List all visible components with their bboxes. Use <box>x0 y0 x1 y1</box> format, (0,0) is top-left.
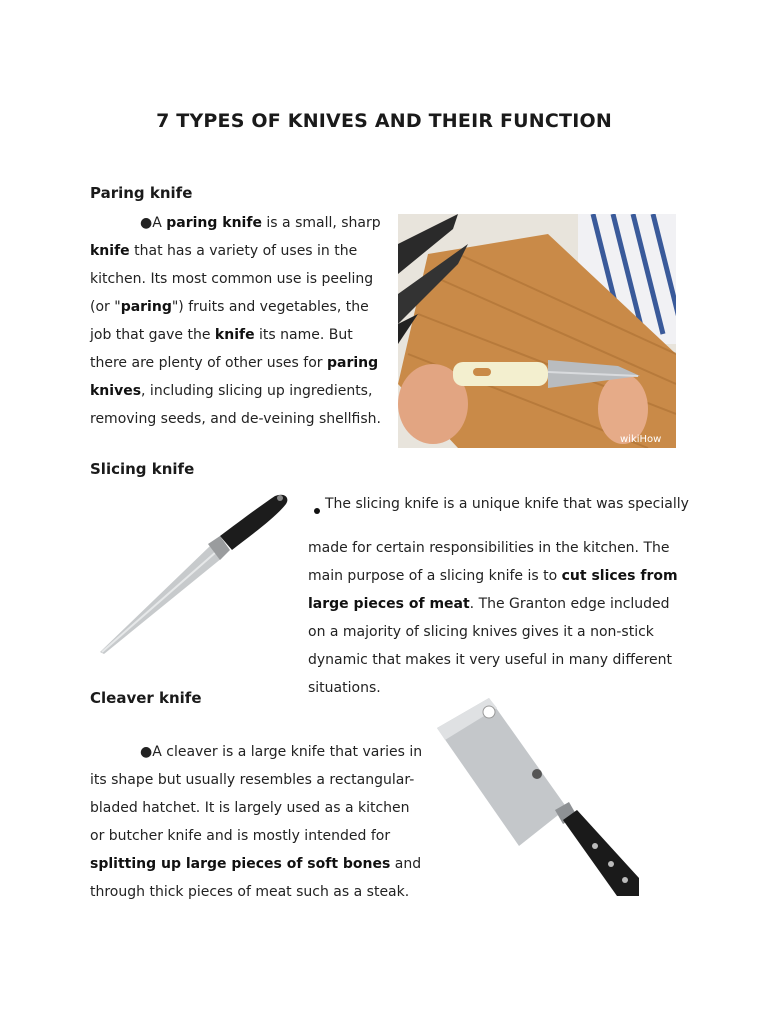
page-title: 7 TYPES OF KNIVES AND THEIR FUNCTION <box>156 110 612 132</box>
paragraph-paring-knife: ●A paring knife is a small, sharp knife that has a variety of uses in the kitchen. Its most common use is peeling (or "paring") fruits and vegetables, the job that gave the knife its name. But there are plenty of other uses for paring knives, including slicing up ingredients, removing seeds, and de-veining shellfish. <box>90 215 381 427</box>
bullet: ● <box>140 215 153 231</box>
paragraph-cleaver-knife: ●A cleaver is a large knife that varies in its shape but usually resembles a rectangular-bladed hatchet. It is largely used as a kitchen or butcher knife and is mostly intended for splitting up large pieces of soft bones and through thick pieces of meat such as a steak. <box>90 744 423 900</box>
cleaver-knife-photo <box>437 698 639 896</box>
heading-cleaver-knife: Cleaver knife <box>90 689 202 707</box>
slicing-first-line: The slicing knife is a unique knife that was specially <box>325 496 689 512</box>
heading-paring-knife: Paring knife <box>90 184 193 202</box>
bullet: ● <box>140 744 153 760</box>
paragraph-slicing-knife: made for certain responsibilities in the kitchen. The main purpose of a slicing knife is to cut slices from large pieces of meat. The Granton edge included on a majority of slicing knives gives it a non-stick dynamic that makes it very useful in many different situations. <box>308 540 678 696</box>
bullet <box>314 508 320 514</box>
slicing-knife-photo <box>90 486 295 658</box>
watermark-text: wikiHow <box>620 434 662 445</box>
paring-knife-photo <box>398 214 676 448</box>
heading-slicing-knife: Slicing knife <box>90 460 195 478</box>
